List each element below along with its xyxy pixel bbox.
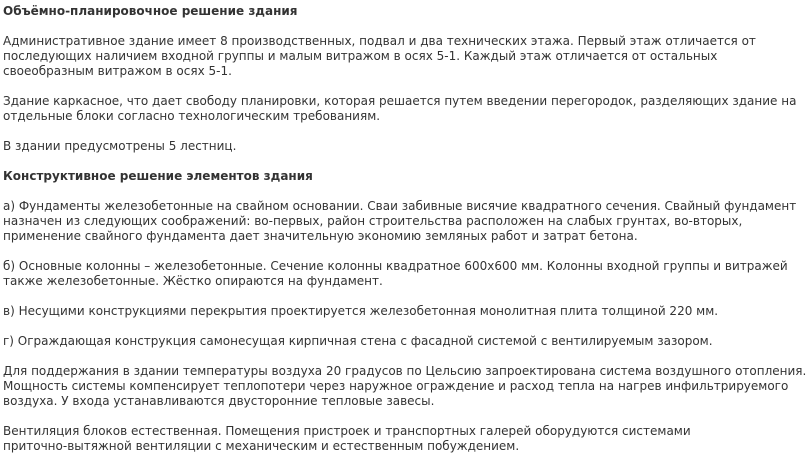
text-line: Мощность системы компенсирует теплопотери через наружное ограждение и расход тепла на нагрев инфильтрируемого bbox=[3, 379, 789, 393]
paragraph-floor-slabs bbox=[3, 304, 719, 319]
paragraph-building-floors bbox=[3, 34, 756, 79]
paragraph-frame-structure bbox=[3, 94, 797, 124]
text-line: Здание каркасное, что дает свободу планировки, которая решается путем введении перегородок, разделяющих здание на bbox=[3, 94, 797, 108]
text-line: последующих наличием входной группы и малым витражом в осях 5-1. Каждый этаж отличается от остальных bbox=[3, 49, 718, 63]
text-line: воздуха. У входа устанавливаются двусторонние тепловые завесы. bbox=[3, 394, 435, 408]
text-line: а) Фундаменты железобетонные на свайном основании. Сваи забивные висячие квадратного сечения. Свайный фундамент bbox=[3, 199, 797, 213]
text-line: приточно-вытяжной вентиляции с механическим и естественным побуждением. bbox=[3, 439, 520, 453]
text-line: Для поддержания в здании температуры воздуха 20 градусов по Цельсию запроектирована система воздушного отопления. bbox=[3, 364, 806, 378]
text-line: назначен из следующих соображений: во-первых, район строительства расположен на слабых грунтах, во-вторых, bbox=[3, 214, 743, 228]
text-line: отдельные блоки согласно технологическим требованиям. bbox=[3, 109, 381, 123]
paragraph-columns bbox=[3, 259, 788, 289]
paragraph-enclosing-walls bbox=[3, 334, 713, 349]
text-line: своеобразным витражом в осях 5-1. bbox=[3, 64, 232, 78]
text-line: г) Ограждающая конструкция самонесущая кирпичная стена с фасадной системой с вентилируемым зазором. bbox=[3, 334, 713, 348]
section-heading-planning: Объёмно-планировочное решение здания bbox=[3, 4, 298, 18]
text-line: Административное здание имеет 8 производственных, подвал и два технических этажа. Первый этаж отличается от bbox=[3, 34, 756, 48]
text-line: также железобетонные. Жёстко опираются на фундамент. bbox=[3, 274, 383, 288]
section-heading-structural: Конструктивное решение элементов здания bbox=[3, 169, 313, 183]
text-line: применение свайного фундамента дает значительную экономию земляных работ и затрат бетона. bbox=[3, 229, 638, 243]
paragraph-foundations bbox=[3, 199, 797, 244]
paragraph-heating bbox=[3, 364, 806, 409]
text-line: б) Основные колонны – железобетонные. Сечение колонны квадратное 600х600 мм. Колонны входной группы и витражей bbox=[3, 259, 788, 273]
text-line: в) Несущими конструкциями перекрытия проектируется железобетонная монолитная плита толщиной 220 мм. bbox=[3, 304, 719, 318]
text-line: В здании предусмотрены 5 лестниц. bbox=[3, 139, 237, 153]
text-line: Вентиляция блоков естественная. Помещения пристроек и транспортных галерей оборудуются системами bbox=[3, 424, 691, 438]
paragraph-ventilation bbox=[3, 424, 700, 454]
paragraph-staircases bbox=[3, 139, 700, 154]
